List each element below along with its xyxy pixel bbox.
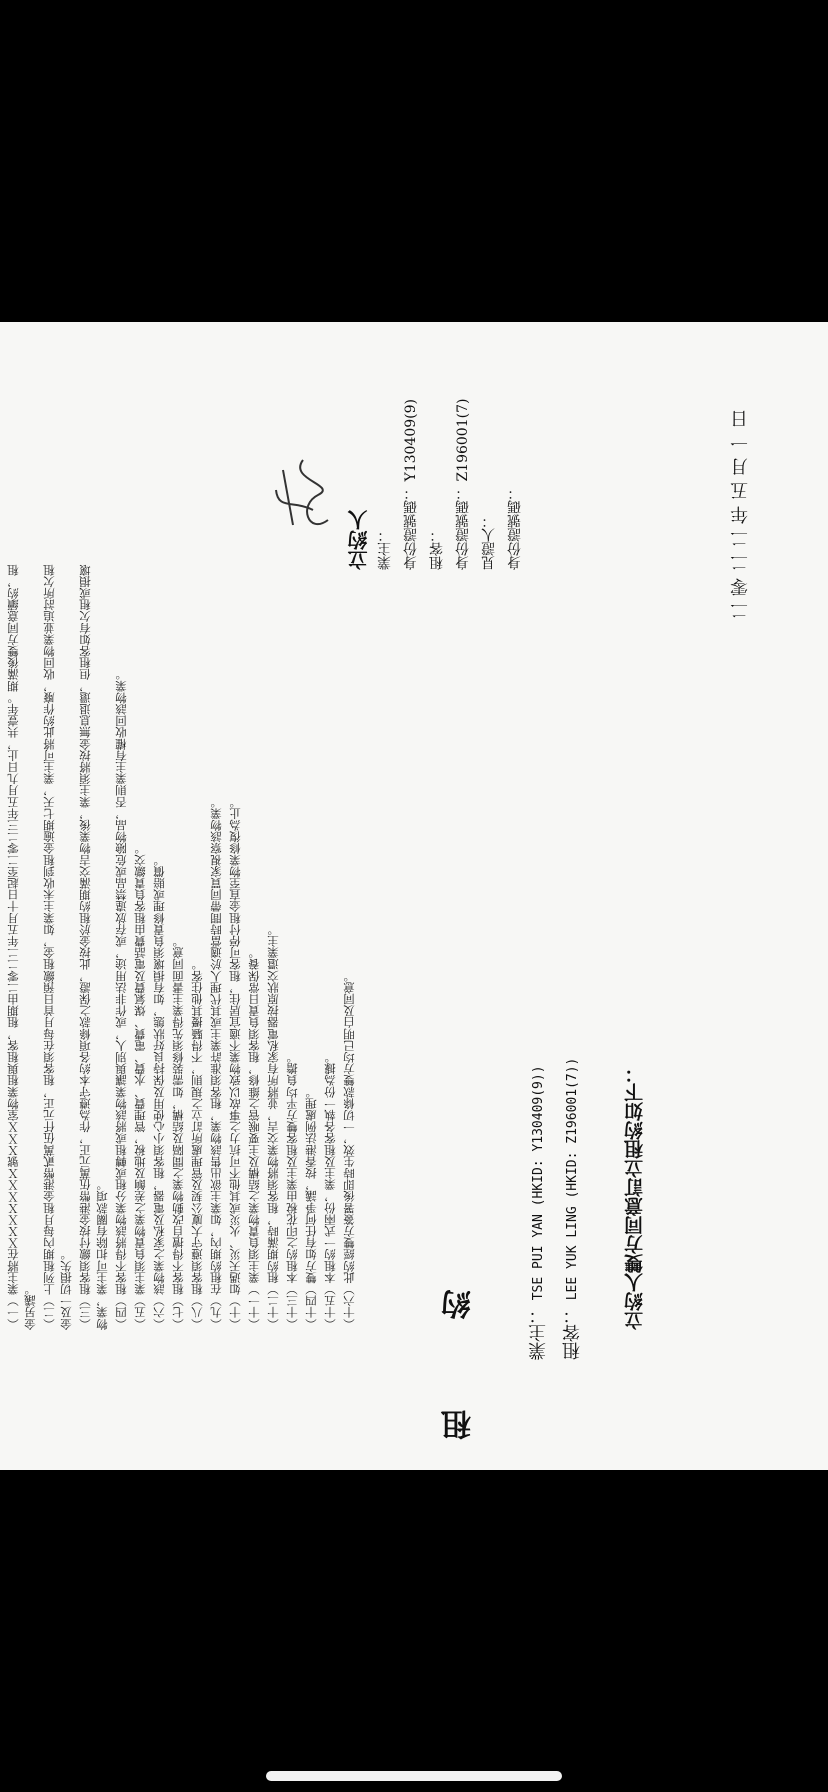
tenant-label: 租客： [562, 1306, 583, 1360]
tenant-sign-label: 租客： [429, 528, 445, 570]
clause-item: （十二）租約期滿時，租客須將物業交吉，並將所有家私電器按原狀交還業主。 [266, 924, 280, 1330]
clause-item: （十四）雙方如有任何爭議，按香港法例處理。 [304, 1086, 318, 1330]
landlord-sign-label: 業主： [377, 528, 393, 570]
clause-item: （五）業主須負責物業之差餉及地稅，管理費、水費、電費、煤氣費及電話費由租客負責繳交。 [133, 842, 147, 1330]
handwritten-signature [268, 450, 338, 540]
clause-item: （十五）本租約一式兩份，業主及租客各執一份為據。 [323, 1051, 337, 1330]
signature-block [346, 340, 528, 570]
intro-text: 立約人雙方同意訂立租約如下： [624, 1064, 646, 1330]
clause-item: （一）業主將在ＸＸＸＸＸＸＸ號ＸＸＸ室物業租與租客，租期由二零二二年五月十日起至二零二三年五月九日止，共壹年。期滿後雙方同意續約，租金另議。 [6, 564, 37, 1330]
clause-item: （六）該物業之家私及電器，租客須小心使用及保持良好狀態，如有損壞須負責修理或賠償。 [152, 854, 166, 1330]
document-photo [0, 322, 828, 1470]
witness-id-label: 身份證號碼： [507, 486, 523, 570]
clause-item: （二）上列租期內每月租金港幣貳萬伍仟元正，租客須在每月首日預繳租金，如業主未收到租金逾期七天，業主可將此約作廢，收回物業並追討所欠租金及一切損失。 [42, 564, 73, 1330]
clause-item: （十一）業主須負責物業之結構及主要喉管之維修，租客須負責日常保養。 [247, 947, 261, 1330]
document-date: 二零二二年五月一日 [730, 404, 751, 620]
witness-label: 見證人： [481, 514, 497, 570]
clause-item: （七）租客不得擅自改動物業之間隔及結構，如需裝修須先得業主書面同意。 [171, 935, 185, 1330]
clause-item: （八）租客須遵守大廈公契及管理處所訂立之規則，不得騷擾其他住客。 [190, 958, 204, 1330]
clause-item: （九）在租約期內，如業主欲出售該物業，租客須准許業主或其代理人於適當時間帶同買家視察該物業。 [209, 796, 223, 1330]
lease-document [0, 322, 828, 1470]
clause-item: （十三）本租約之印花稅由業主及租客雙方平均負擔。 [285, 1051, 299, 1330]
landlord-id-label: 身份證號碼： [403, 486, 419, 570]
landlord-id-line [398, 340, 424, 570]
home-indicator[interactable] [266, 1771, 562, 1781]
clause-item: （十六）此約經雙方簽署後即時生效，一切條款雙方均已明白及同意。 [342, 970, 356, 1330]
clause-item: （三）租客須繳付按金港幣伍萬元正，作為遵守本約各項條款之保證，此按金於租約期滿交吉物業後，業主須將按金無息退還，但租客如有欠租或損壞物業，業主可扣除有關款項。 [78, 564, 109, 1330]
document-title: 租 約 [442, 1249, 477, 1440]
clause-item: （十）如遇天災、火災或其他不可抗力之事故以致物業不適宜居住，租客可停付租金直至物業修復為止。 [228, 796, 242, 1330]
clauses-list [5, 540, 820, 1330]
contract-parties-label: 立約人 [347, 510, 371, 570]
tenant-handwritten: LEE YUK LING (HKID: Z196001(7)) [565, 1057, 580, 1301]
tenant-id-line [450, 340, 476, 570]
tenant-id-label: 身份證號碼： [455, 486, 471, 570]
clause-item: （四）租客不得將該物業分租或轉租或將該物業讓與別人，或作非法用途，或存放違禁品或危險物品，否則業主有權收回該物業。 [114, 668, 128, 1330]
tenant-id-value: Z196001(7) [455, 398, 471, 482]
landlord-id-value: Y130409(9) [403, 399, 419, 482]
landlord-handwritten: TSE PUI YAN (HKID: Y130409(9)) [531, 1065, 546, 1301]
landlord-label: 業主： [528, 1306, 549, 1360]
